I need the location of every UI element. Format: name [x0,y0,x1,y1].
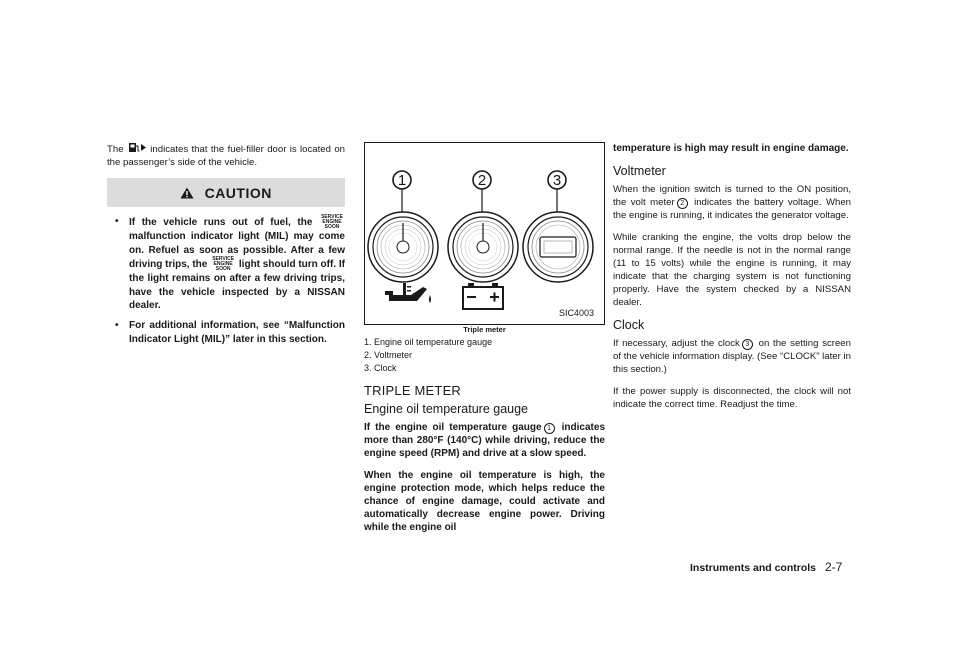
voltmeter-paragraph-1 [613,183,851,222]
clock-paragraph-2: If the power supply is disconnected, the clock will not indicate the correct time. Readjust the time. [613,386,851,410]
caution-list [107,215,345,346]
oil-temp-gauge [368,212,438,282]
voltmeter-title: Voltmeter [613,164,666,178]
column-right [613,142,851,420]
triple-meter-illustration [365,143,606,326]
battery-icon [463,283,503,309]
caution-item-text: If the vehicle runs out of fuel, the [129,217,313,229]
voltmeter-gauge [448,212,518,282]
legend-item: 1. Engine oil temperature gauge [364,337,493,347]
column-left [107,142,345,352]
legend-item: 2. Voltmeter [364,350,413,360]
caution-header [107,178,345,207]
paragraph-text: If the engine oil temperature gauge [364,422,542,433]
caution-item [107,319,345,346]
figure-legend [364,336,605,375]
footer-section: Instruments and controls [690,562,817,574]
oil-temp-warning-paragraph [364,421,605,460]
bullet: • [115,216,119,227]
callout-1: 1 [397,172,407,189]
service-engine-soon-icon: SERVICE ENGINE SOON [321,214,343,230]
callout-2: 2 [477,172,487,189]
service-engine-soon-icon: SERVICE ENGINE SOON [212,256,235,273]
paragraph-text: on the setting screen of the vehicle information display. (See “CLOCK” later in this section.) [613,338,851,375]
paragraph-text: indicates more than 280°F (140°C) while driving, reduce the engine speed (RPM) and drive at a slow speed. [364,422,606,459]
page-footer [690,560,842,574]
triple-meter-figure [364,142,605,325]
intro-text-pre: The [107,144,124,155]
page-number: 2-7 [824,560,843,574]
caution-item-text: malfunction indicator light (MIL) may come on. Refuel as soon as possible. After a few driving trips, the [129,231,345,271]
callout-3: 3 [552,172,562,189]
continued-paragraph: temperature is high may result in engine damage. [613,143,849,154]
callout-ref: 1 [544,423,555,434]
caution-item-text: For additional information, see “Malfunction Indicator Light (MIL)” later in this section. [129,319,345,345]
caution-item [107,215,345,313]
intro-text-post: indicates that the fuel-filler door is located on the passenger’s side of the vehicle. [107,144,346,168]
clock-gauge [523,212,593,282]
figure-caption: Triple meter [463,325,506,334]
clock-title: Clock [613,318,645,332]
callout-ref: 2 [677,198,688,209]
voltmeter-paragraph-2: While cranking the engine, the volts drop below the normal range. If the needle is not in the normal range (11 to 15 volts) while the engine is running, it may indicate that the charging system is not functioning properly. Have the system checked by a NISSAN dealer. [613,232,851,308]
paragraph-text: If necessary, adjust the clock [613,338,740,349]
fuel-pump-arrow-icon [127,142,147,153]
caution-item-text: light should turn off. If the light remains on after a few driving trips, have the vehicle inspected by a NISSAN dealer. [129,259,345,312]
section-title: TRIPLE METER [364,383,462,398]
column-middle [364,142,605,543]
warning-triangle-icon [180,187,194,199]
fuel-door-paragraph [107,142,345,169]
paragraph-text: When the ignition switch is turned to the ON position, the volt meter [613,184,851,208]
figure-code: SIC4003 [558,308,594,318]
engine-protection-paragraph: When the engine oil temperature is high, the engine protection mode, which helps reduce the chance of engine damage, could activate and automatically decrease engine power. Driving while the engine oil [364,470,605,533]
callout-ref: 3 [742,339,753,350]
legend-item: 3. Clock [364,363,397,373]
caution-title: CAUTION [204,184,272,201]
bullet: • [115,319,119,331]
subsection-title: Engine oil temperature gauge [364,402,529,416]
clock-paragraph-1 [613,337,851,376]
oil-temperature-icon [385,283,431,303]
paragraph-text: indicates the battery voltage. When the engine is running, it indicates the generator voltage. [613,197,852,221]
